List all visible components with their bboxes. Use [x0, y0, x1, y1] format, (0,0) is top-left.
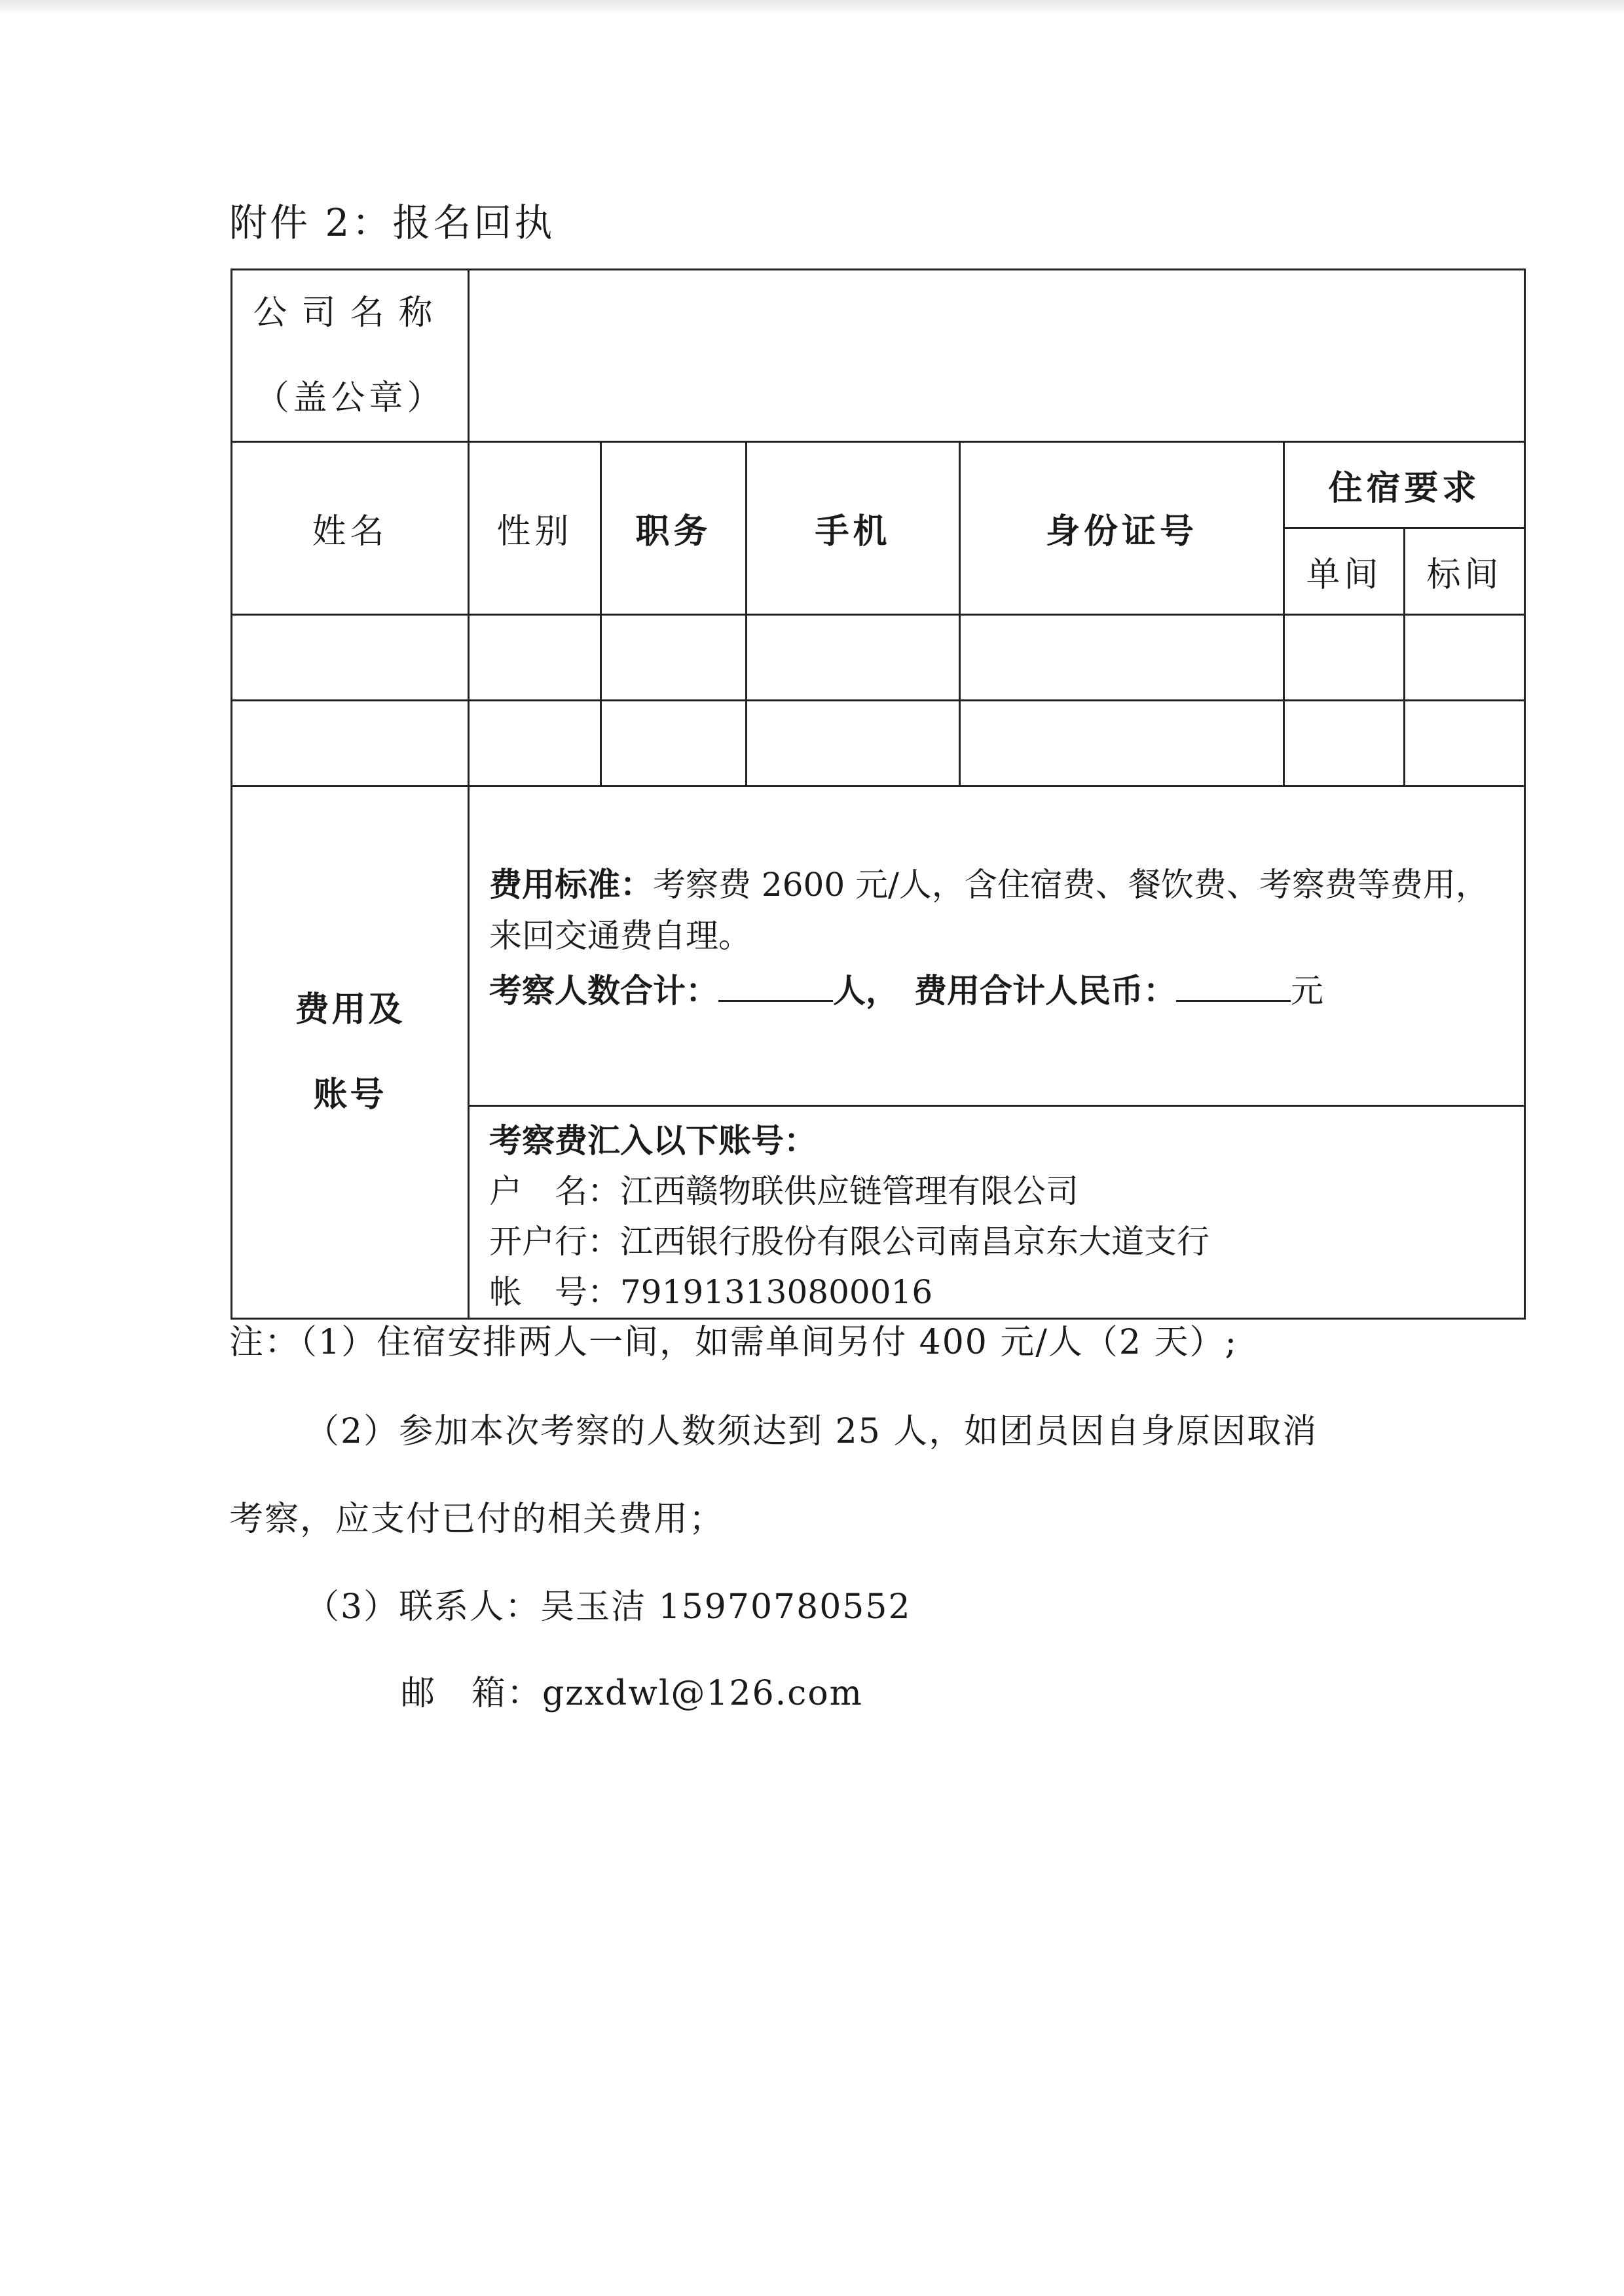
fees-label: 费用及	[295, 990, 405, 1029]
attendee-position-cell[interactable]	[601, 701, 747, 787]
attendee-mobile-cell[interactable]	[747, 615, 960, 701]
total-people-blank[interactable]	[718, 969, 833, 1002]
people-unit: 人，	[833, 972, 898, 1010]
total-cost-label: 费用合计人民币：	[914, 972, 1176, 1010]
attendee-row-1	[232, 615, 1525, 701]
header-row-1	[232, 442, 1525, 528]
attendee-standard-cell[interactable]	[1405, 701, 1525, 787]
fee-totals-line	[489, 965, 1511, 1016]
fee-standard-text	[489, 859, 1511, 961]
attendee-single-cell[interactable]	[1284, 615, 1405, 701]
company-seal-label: （盖公章）	[255, 379, 445, 418]
attendee-name-cell[interactable]	[232, 615, 469, 701]
account-bank-value: 江西银行股份有限公司南昌京东大道支行	[620, 1223, 1209, 1261]
attendee-standard-cell[interactable]	[1405, 615, 1525, 701]
total-people-label: 考察人数合计：	[489, 972, 718, 1010]
attendee-name-cell[interactable]	[232, 701, 469, 787]
fees-account-label-cell	[232, 787, 469, 1319]
col-header-name: 姓名	[232, 442, 469, 615]
account-name-label: 户 名：	[489, 1172, 620, 1210]
attachment-title: 附件 2：报名回执	[229, 200, 555, 245]
note-3-contact	[305, 1581, 912, 1633]
account-label: 账号	[313, 1075, 387, 1115]
attendee-id-cell[interactable]	[960, 701, 1284, 787]
fee-standard-description: 考察费 2600 元/人，含住宿费、餐饮费、考察费等费用，来回交通费自理。	[489, 866, 1488, 955]
fee-standard-label: 费用标准：	[489, 866, 653, 904]
cost-unit: 元	[1291, 972, 1323, 1010]
scan-top-edge	[0, 0, 1624, 14]
account-cell	[469, 1106, 1525, 1319]
attendee-gender-cell[interactable]	[469, 615, 601, 701]
col-header-position: 职务	[601, 442, 747, 615]
contact-label: （3）联系人：	[305, 1587, 541, 1627]
attendee-gender-cell[interactable]	[469, 701, 601, 787]
account-name-value: 江西赣物联供应链管理有限公司	[620, 1172, 1079, 1210]
note-email	[401, 1667, 863, 1720]
account-number-line	[489, 1267, 1511, 1318]
account-name-line	[489, 1166, 1511, 1217]
col-header-gender: 性别	[469, 442, 601, 615]
col-header-lodging: 住宿要求	[1284, 442, 1525, 528]
account-number-label: 帐 号：	[489, 1273, 620, 1311]
total-cost-blank[interactable]	[1176, 969, 1291, 1002]
company-name-label: 公司名称	[253, 293, 447, 333]
col-header-standard-room: 标间	[1405, 528, 1525, 615]
company-name-field[interactable]	[469, 270, 1525, 442]
attendee-row-2	[232, 701, 1525, 787]
col-header-mobile: 手机	[747, 442, 960, 615]
email-label: 邮 箱：	[401, 1674, 543, 1713]
note-2-line-1: （2）参加本次考察的人数须达到 25 人，如团员因自身原因取消	[305, 1412, 1318, 1451]
attendee-single-cell[interactable]	[1284, 701, 1405, 787]
attendee-mobile-cell[interactable]	[747, 701, 960, 787]
email-value: gzxdwl@126.com	[542, 1674, 863, 1713]
registration-form-table	[231, 268, 1526, 1320]
attendee-position-cell[interactable]	[601, 615, 747, 701]
company-row	[232, 270, 1525, 442]
col-header-id-number: 身份证号	[960, 442, 1284, 615]
company-label-cell	[232, 270, 469, 442]
col-header-single-room: 单间	[1284, 528, 1405, 615]
note-2-line-2: 考察，应支付已付的相关费用；	[229, 1500, 725, 1539]
fee-standard-cell	[469, 787, 1525, 1106]
fee-standard-row	[232, 787, 1525, 1106]
contact-value: 吴玉洁 15970780552	[540, 1587, 912, 1627]
account-bank-label: 开户行：	[489, 1223, 620, 1261]
account-heading: 考察费汇入以下账号：	[489, 1122, 817, 1160]
note-1: 注：（1）住宿安排两人一间，如需单间另付 400 元/人（2 天）;	[229, 1323, 1238, 1362]
attendee-id-cell[interactable]	[960, 615, 1284, 701]
account-bank-line	[489, 1217, 1511, 1267]
account-number-value: 791913130800016	[620, 1273, 933, 1311]
